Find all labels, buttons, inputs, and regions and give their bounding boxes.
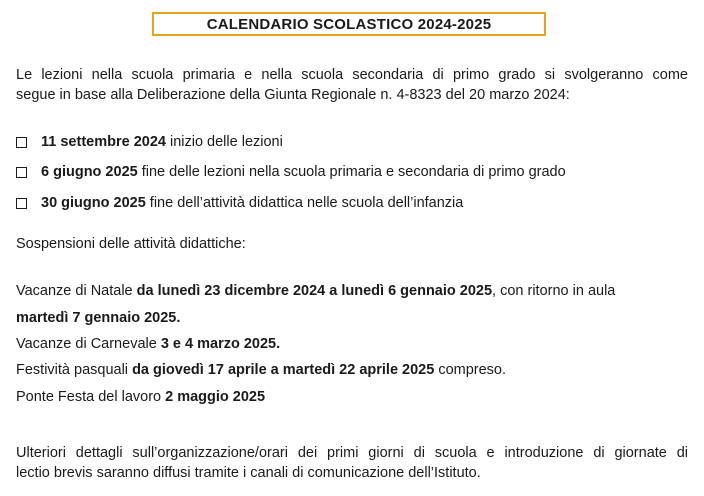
holiday-pasqua-dates: da giovedì 17 aprile a martedì 22 aprile 2025 — [132, 362, 435, 378]
page-title — [152, 12, 546, 36]
date-item-end-infanzia-text: fine dell’attività didattica nelle scuola dell’infanzia — [145, 195, 464, 211]
holiday-natale-label: Vacanze di Natale — [16, 283, 137, 299]
holiday-carnevale-dates: 3 e 4 marzo 2025. — [160, 336, 281, 352]
holiday-pasqua — [16, 360, 506, 380]
holiday-pasqua-label: Festività pasquali — [16, 362, 133, 378]
final-line-1: Ulteriori dettagli sull’organizzazione/orari dei primi giorni di scuola e introduzione di giornate di — [16, 445, 688, 461]
date-item-start-bold: 11 settembre 2024 — [41, 134, 166, 150]
page-title-text: CALENDARIO SCOLASTICO 2024-2025 — [206, 15, 492, 33]
suspensions-heading: Sospensioni delle attività didattiche: — [16, 236, 246, 252]
checkbox-icon — [16, 137, 27, 148]
intro-line-1: Le lezioni nella scuola primaria e nella scuola secondaria di primo grado si svolgeranno come — [16, 67, 688, 83]
date-item-end-infanzia — [16, 193, 463, 213]
holiday-natale-return — [16, 308, 180, 328]
holiday-carnevale-label: Vacanze di Carnevale — [16, 336, 161, 352]
holiday-lavoro-label: Ponte Festa del lavoro — [16, 389, 166, 405]
checkbox-icon — [16, 198, 27, 209]
date-item-end-lessons-text: fine delle lezioni nella scuola primaria e secondaria di primo grado — [137, 164, 566, 180]
holiday-natale-dates: da lunedì 23 dicembre 2024 a lunedì 6 gennaio 2025 — [136, 283, 493, 299]
final-paragraph — [16, 443, 688, 483]
holiday-natale-text: , con ritorno in aula — [492, 283, 616, 299]
date-item-start — [16, 132, 283, 152]
date-item-end-infanzia-bold: 30 giugno 2025 — [41, 195, 146, 211]
holiday-natale-return-date: martedì 7 gennaio 2025. — [16, 310, 181, 326]
checkbox-icon — [16, 167, 27, 178]
holiday-lavoro — [16, 387, 265, 407]
holiday-lavoro-date: 2 maggio 2025 — [165, 389, 266, 405]
holiday-carnevale — [16, 334, 280, 354]
date-item-start-text: inizio delle lezioni — [165, 134, 283, 150]
final-line-2: lectio brevis saranno diffusi tramite i canali di comunicazione dell’Istituto. — [16, 465, 481, 481]
date-item-end-lessons-bold: 6 giugno 2025 — [41, 164, 138, 180]
holiday-pasqua-text: compreso. — [434, 362, 507, 378]
intro-paragraph — [16, 65, 688, 105]
holiday-natale — [16, 281, 688, 301]
date-item-end-lessons — [16, 162, 566, 182]
intro-line-2: segue in base alla Deliberazione della Giunta Regionale n. 4-8323 del 20 marzo 2024: — [16, 87, 570, 103]
